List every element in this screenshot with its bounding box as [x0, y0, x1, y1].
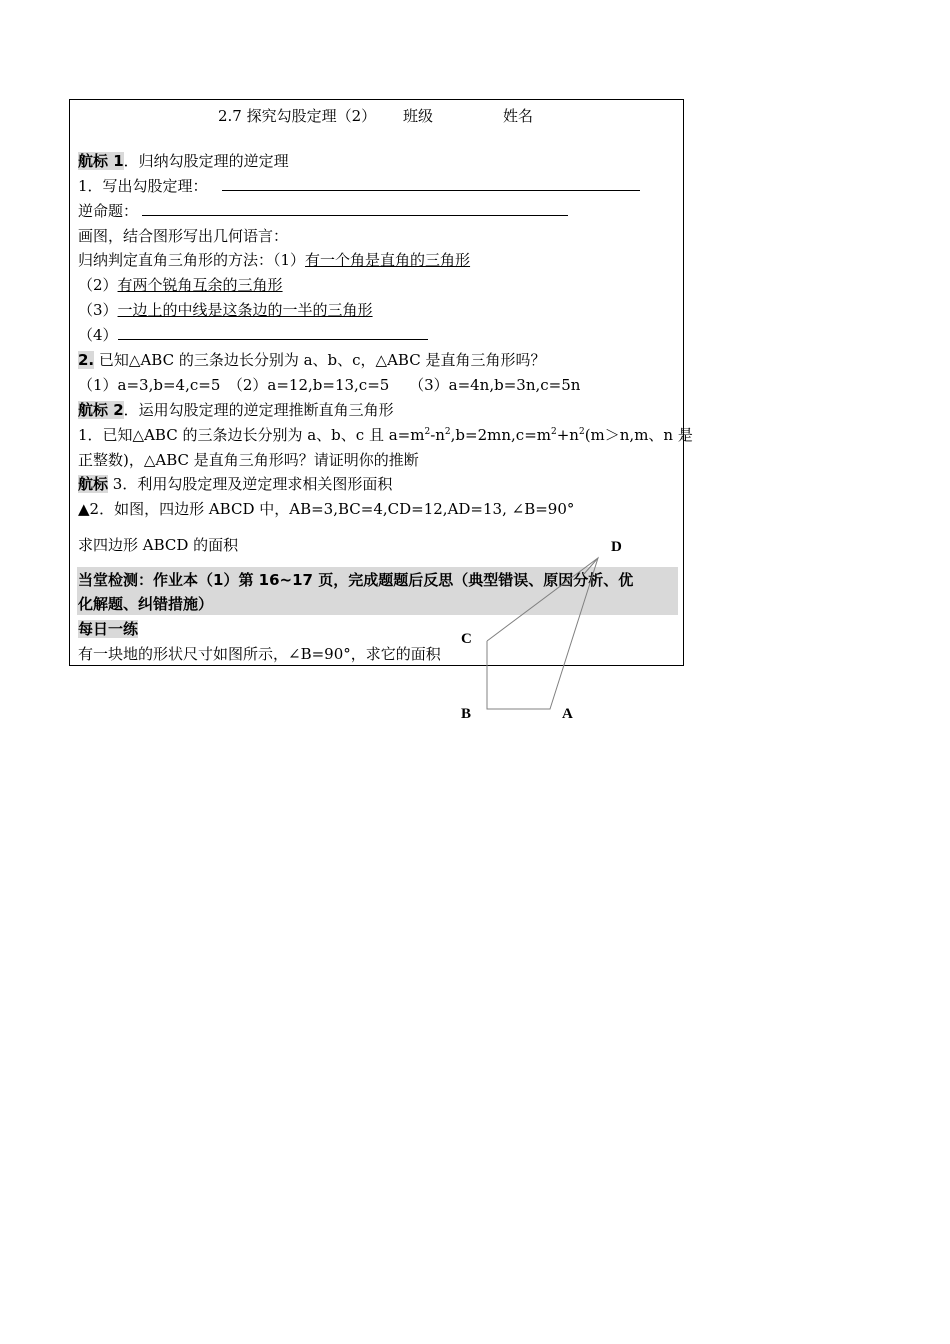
superscript-2: 2	[444, 427, 451, 437]
worksheet-title: 2.7 探究勾股定理（2）	[218, 107, 377, 125]
superscript-2: 2	[550, 427, 557, 437]
question-2-cases: （1）a=3,b=4,c=5 （2）a=12,b=13,c=5 （3）a=4n,b=3n,c=5n	[78, 376, 581, 394]
daily-tag: 每日一练	[78, 620, 139, 638]
section3-tag: 航标	[78, 475, 109, 493]
class-label: 班级	[403, 107, 434, 125]
check-line1: 当堂检测：作业本（1）第 16~17 页，完成题题后反思（典型错误、原因分析、优	[78, 571, 634, 589]
name-label: 姓名	[503, 107, 534, 125]
q-part-2: -n	[430, 426, 445, 444]
method-2-prefix: （2）	[78, 276, 118, 294]
section1-heading-text: ．归纳勾股定理的逆定理	[123, 152, 289, 170]
section2-tag: 航标 2	[78, 401, 124, 419]
quadrilateral-outline	[487, 558, 598, 709]
methods-label: 归纳判定直角三角形的方法：（1）	[78, 251, 306, 269]
section3-heading-text: 3．利用勾股定理及逆定理求相关图形面积	[108, 475, 393, 493]
vertex-c-label: C	[461, 631, 472, 647]
question-2-text: 已知△ABC 的三条边长分别为 a、b、c，△ABC 是直角三角形吗？	[94, 351, 546, 369]
vertex-d-label: D	[611, 539, 622, 555]
question-2-number: 2.	[78, 351, 95, 369]
q-part-3: ,b=2mn,c=m	[450, 426, 551, 444]
q1-label: 1．写出勾股定理：	[78, 177, 208, 195]
section3-question-line1: ▲2．如图，四边形 ABCD 中，AB=3,BC=4,CD=12,AD=13, ∠B=90°	[78, 500, 575, 518]
method-1: 有一个角是直角的三角形	[305, 251, 471, 269]
check-line2: 化解题、纠错措施）	[78, 595, 214, 613]
converse-label: 逆命题：	[78, 202, 139, 220]
section3-question-line2: 求四边形 ABCD 的面积	[78, 536, 239, 554]
q-part-4: +n	[556, 426, 579, 444]
q-part-1: 1．已知△ABC 的三条边长分别为 a、b、c 且 a=m	[78, 426, 425, 444]
q-part-5: (m＞n,m、n 是	[584, 426, 693, 444]
method-2: 有两个锐角互余的三角形	[117, 276, 283, 294]
method-4-prefix: （4）	[78, 326, 118, 344]
superscript-2: 2	[424, 427, 431, 437]
vertex-a-label: A	[562, 706, 573, 722]
method-3: 一边上的中线是这条边的一半的三角形	[117, 301, 373, 319]
section2-question-line2: 正整数)，△ABC 是直角三角形吗？请证明你的推断	[78, 451, 419, 469]
draw-instruction: 画图，结合图形写出几何语言：	[78, 227, 289, 245]
daily-question: 有一块地的形状尺寸如图所示，∠B=90°，求它的面积	[78, 645, 441, 663]
method-3-prefix: （3）	[78, 301, 118, 319]
section1-tag: 航标 1	[78, 152, 124, 170]
section2-heading-text: ．运用勾股定理的逆定理推断直角三角形	[123, 401, 394, 419]
superscript-2: 2	[578, 427, 585, 437]
vertex-b-label: B	[461, 706, 472, 722]
